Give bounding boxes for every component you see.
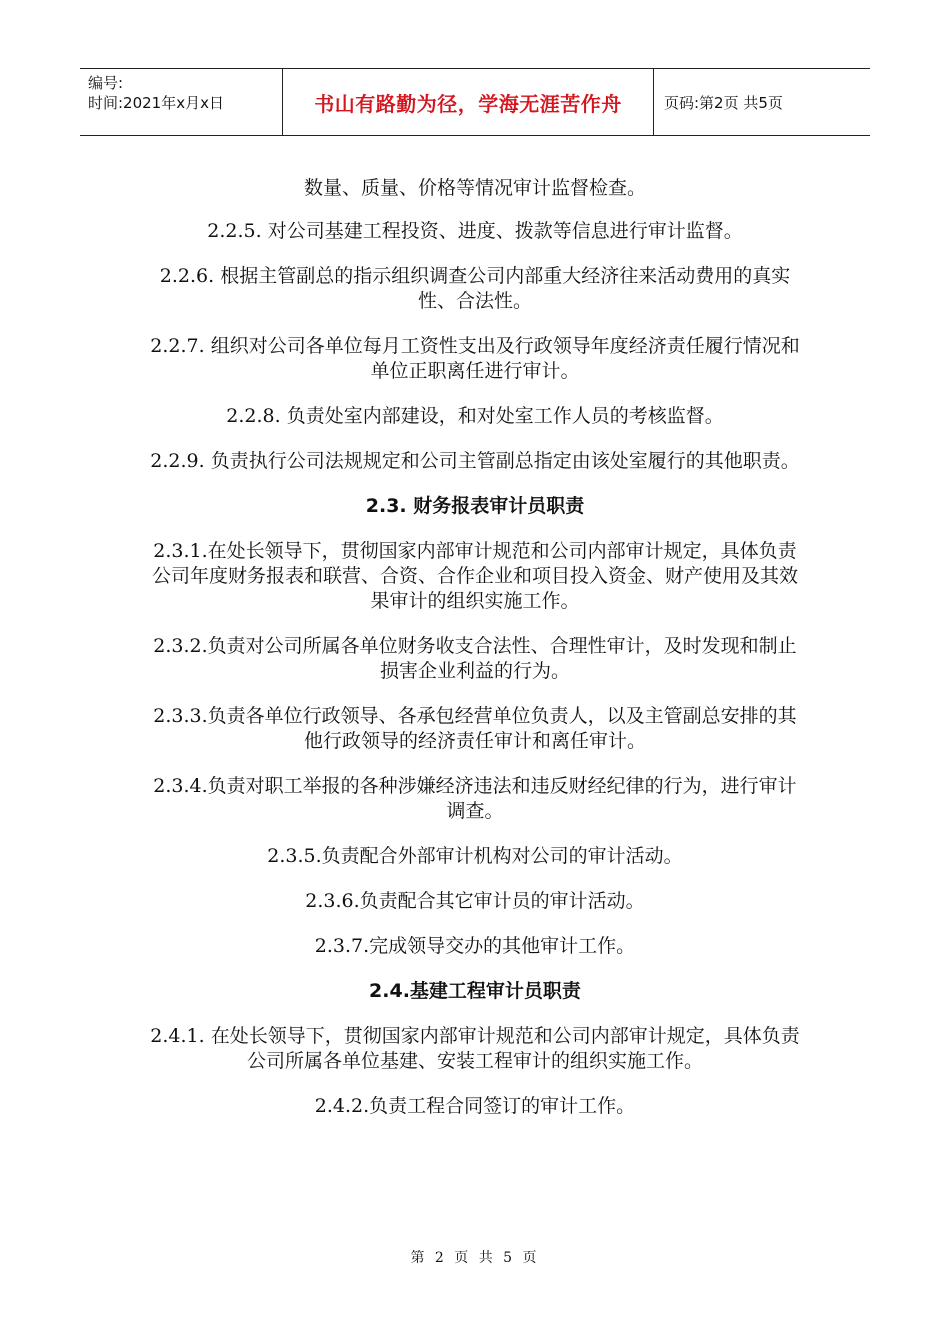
paragraph: 2.3.5.负责配合外部审计机构对公司的审计活动。 xyxy=(267,845,683,867)
header-info-cell xyxy=(80,69,282,135)
paragraph: 2.2.5. 对公司基建工程投资、进度、拨款等信息进行审计监督。 xyxy=(207,220,743,242)
paragraph: 2.3.6.负责配合其它审计员的审计活动。 xyxy=(305,890,645,912)
paragraph: 2.2.9. 负责执行公司法规规定和公司主管副总指定由该处室履行的其他职责。 xyxy=(150,450,800,472)
paragraph: 2.2.6. 根据主管副总的指示组织调查公司内部重大经济往来活动费用的真实性、合法性。 xyxy=(159,265,791,312)
paragraph: 2.2.8. 负责处室内部建设，和对处室工作人员的考核监督。 xyxy=(226,405,724,427)
document-body xyxy=(140,176,810,1139)
header-page-number: 页码:第2页 共5页 xyxy=(664,93,783,112)
document-header xyxy=(80,68,870,136)
paragraph: 2.4.2.负责工程合同签订的审计工作。 xyxy=(314,1095,636,1117)
paragraph: 2.3.3.负责各单位行政领导、各承包经营单位负责人，以及主管副总安排的其他行政领导的经济责任审计和离任审计。 xyxy=(153,705,797,752)
paragraph: 2.4.1. 在处长领导下，贯彻国家内部审计规范和公司内部审计规定，具体负责公司所属各单位基建、安装工程审计的组织实施工作。 xyxy=(150,1025,800,1072)
paragraph: 数量、质量、价格等情况审计监督检查。 xyxy=(303,177,646,199)
date-label: 时间:2021年x月x日 xyxy=(88,94,224,112)
paragraph: 2.3.4.负责对职工举报的各种涉嫌经济违法和违反财经纪律的行为，进行审计调查。 xyxy=(153,775,797,822)
paragraph: 2.3.7.完成领导交办的其他审计工作。 xyxy=(314,935,636,957)
paragraph: 2.3.1.在处长领导下，贯彻国家内部审计规范和公司内部审计规定，具体负责公司年度财务报表和联营、合资、合作企业和项目投入资金、财产使用及其效果审计的组织实施工作。 xyxy=(151,540,798,612)
paragraph: 2.2.7. 组织对公司各单位每月工资性支出及行政领导年度经济责任履行情况和单位正职离任进行审计。 xyxy=(150,335,800,382)
section-heading: 2.3. 财务报表审计员职责 xyxy=(365,495,585,517)
number-label: 编号: xyxy=(88,74,124,92)
paragraph: 2.3.2.负责对公司所属各单位财务收支合法性、合理性审计，及时发现和制止损害企业利益的行为。 xyxy=(153,635,797,682)
page-footer: 第 2 页 共 5 页 xyxy=(410,1250,540,1266)
header-motto: 书山有路勤为径，学海无涯苦作舟 xyxy=(282,69,654,135)
section-heading: 2.4.基建工程审计员职责 xyxy=(369,980,581,1002)
